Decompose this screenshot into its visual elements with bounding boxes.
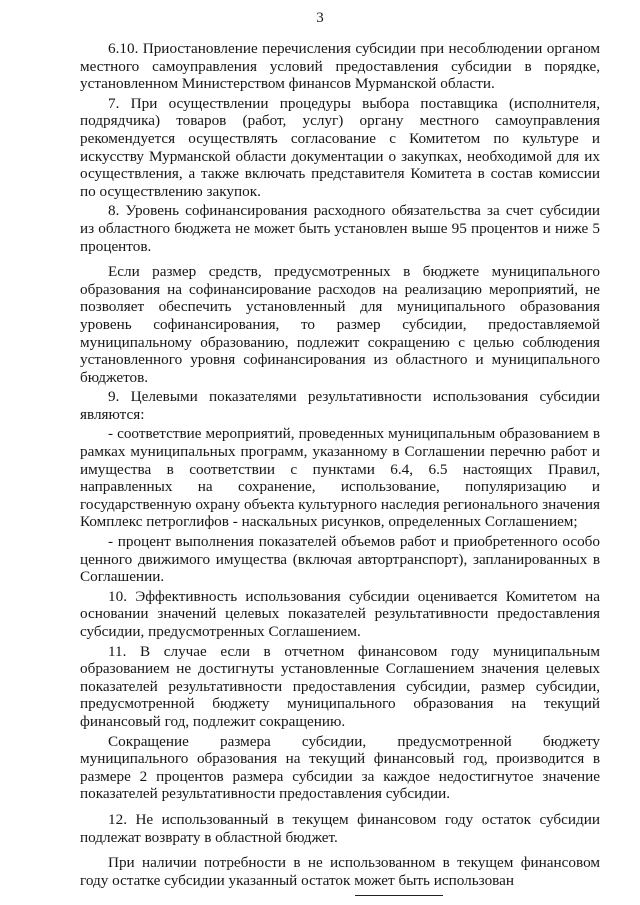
page-number: 3 bbox=[316, 10, 324, 26]
paragraph-9: 9. Целевыми показателями результативности использования субсидии являются: bbox=[80, 388, 600, 423]
paragraph-remainder: При наличии потребности в не использованном в текущем финансовом году остатке субсидии указанный остаток может быть использован bbox=[80, 854, 600, 889]
paragraph-8: 8. Уровень софинансирования расходного обязательства за счет субсидии из областного бюджета не может быть установлен выше 95 процентов и ниже 5 процентов. bbox=[80, 202, 600, 255]
paragraph-10: 10. Эффективность использования субсидии оценивается Комитетом на основании значений целевых показателей результативности предоставления субсидии, предусмотренных Соглашением. bbox=[80, 587, 600, 640]
document-body bbox=[80, 40, 600, 889]
paragraph-cofinancing: Если размер средств, предусмотренных в бюджете муниципального образования на софинансирование расходов на реализацию мероприятий, не позволяет обеспечить установленный для муниципального образования уровень софинансирования, то размер субсидии, предоставляемой муниципальному образованию, подлежит сокращению с целью соблюдения установленного уровня софинансирования из областного и муниципального бюджетов. bbox=[80, 263, 600, 386]
paragraph-6-10: 6.10. Приостановление перечисления субсидии при несоблюдении органом местного самоуправления условий предоставления субсидии в порядке, установленном Министерством финансов Мурманской области. bbox=[80, 40, 600, 93]
list-item-percent: - процент выполнения показателей объемов работ и приобретенного особо ценного движимого имущества (включая автортранспорт), запланированных в Соглашении. bbox=[80, 533, 600, 586]
paragraph-12: 12. Не использованный в текущем финансовом году остаток субсидии подлежат возврату в областной бюджет. bbox=[80, 810, 600, 846]
paragraph-reduction: Сокращение размера субсидии, предусмотренной бюджету муниципального образования на текущий финансовый год, производится в размере 2 процентов размера субсидии за каждое недостигнутое значение показателей результативности предоставления субсидии. bbox=[80, 732, 600, 803]
footer-rule bbox=[355, 895, 443, 896]
paragraph-11: 11. В случае если в отчетном финансовом году муниципальным образованием не достигнуты установленные Соглашением значения целевых показателей результативности предоставления субсидии, размер субсидии, предусмотренной бюджету муниципального образования на текущий финансовый год, подлежит сокращению. bbox=[80, 642, 600, 730]
paragraph-7: 7. При осуществлении процедуры выбора поставщика (исполнителя, подрядчика) товаров (работ, услуг) органу местного самоуправления рекомендуется осуществлять согласование с Комитетом по культуре и искусству Мурманской области документации о закупках, необходимой для их осуществления, а также включать представителя Комитета в состав комиссии по осуществлению закупок. bbox=[80, 94, 600, 200]
list-item-conformity: - соответствие мероприятий, проведенных муниципальным образованием в рамках муниципальных программ, указанному в Соглашении перечню работ и имущества в соответствии с пунктами 6.4, 6.5 настоящих Правил, направленных на сохранение, использование, популяризацию и государственную охрану объекта культурного наследия регионального значения Комплекс петроглифов - наскальных рисунков, определенных Соглашением; bbox=[80, 425, 600, 531]
